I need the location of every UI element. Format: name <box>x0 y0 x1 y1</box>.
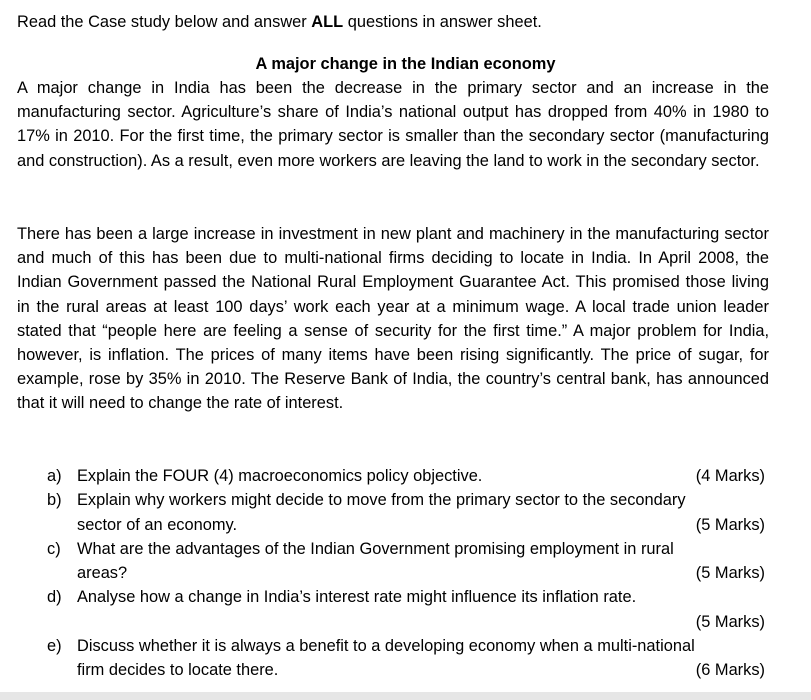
instructions-text-after: questions in answer sheet. <box>343 13 542 31</box>
question-b-line-2 <box>0 513 811 537</box>
question-text: Explain why workers might decide to move from the primary sector to the secondary <box>77 491 686 510</box>
question-text: Explain the FOUR (4) macroeconomics policy objective. <box>77 467 483 485</box>
question-marks: (6 Marks) <box>695 661 765 680</box>
question-text: Discuss whether it is always a benefit to a developing economy when a multi-national <box>77 637 695 656</box>
question-letter: a) <box>47 467 62 485</box>
question-marks: (5 Marks) <box>695 515 765 534</box>
question-d-line-2 <box>0 610 811 634</box>
question-e-line-2 <box>0 658 811 682</box>
case-study-title: A major change in the Indian economy <box>255 55 556 73</box>
question-letter: d) <box>47 588 62 607</box>
question-marks: (4 Marks) <box>695 467 765 485</box>
question-a-line-1 <box>0 464 811 488</box>
question-text: firm decides to locate there. <box>77 661 279 680</box>
question-letter: c) <box>47 539 61 558</box>
question-text: areas? <box>77 564 128 583</box>
question-b-line-1 <box>0 488 811 512</box>
question-letter: b) <box>47 491 62 510</box>
question-letter: e) <box>47 637 62 656</box>
instructions <box>17 10 542 34</box>
question-text: Analyse how a change in India’s interest rate might influence its inflation rate. <box>77 588 637 607</box>
question-text: What are the advantages of the Indian Government promising employment in rural <box>77 539 674 558</box>
instructions-text-before: Read the Case study below and answer <box>17 13 312 31</box>
question-text: sector of an economy. <box>77 515 238 534</box>
question-c-line-1 <box>0 537 811 561</box>
question-marks: (5 Marks) <box>695 612 765 631</box>
instructions-emphasis: ALL <box>311 13 344 31</box>
case-study-paragraph-2: There has been a large increase in investment in new plant and machinery in the manufacturing sector and much of this has been due to multi-national firms deciding to locate in India. In April 2008, the Indian Government passed the National Rural Employment Guarantee Act. This promised those living in the rural areas at least 100 days’ work each year at a minimum wage. A local trade union leader stated that “people here are feeling a sense of security for the first time.” A major problem for India, however, is inflation. The prices of many items have been rising significantly. The price of sugar, for example, rose by 35% in 2010. The Reserve Bank of India, the country’s central bank, has announced that it will need to change the rate of interest. <box>17 225 769 413</box>
question-e-line-1 <box>0 634 811 658</box>
question-d-line-1 <box>0 585 811 609</box>
question-marks: (5 Marks) <box>695 564 765 583</box>
page-bottom-edge <box>0 692 811 700</box>
question-list <box>0 464 811 683</box>
case-study-paragraph-1: A major change in India has been the decrease in the primary sector and an increase in the manufacturing sector. Agriculture’s share of India’s national output has dropped from 40% in 1980 to 17% in 2010. For the first time, the primary sector is smaller than the secondary sector (manufacturing and construction). As a result, even more workers are leaving the land to work in the secondary sector. <box>17 79 769 170</box>
question-c-line-2 <box>0 561 811 585</box>
